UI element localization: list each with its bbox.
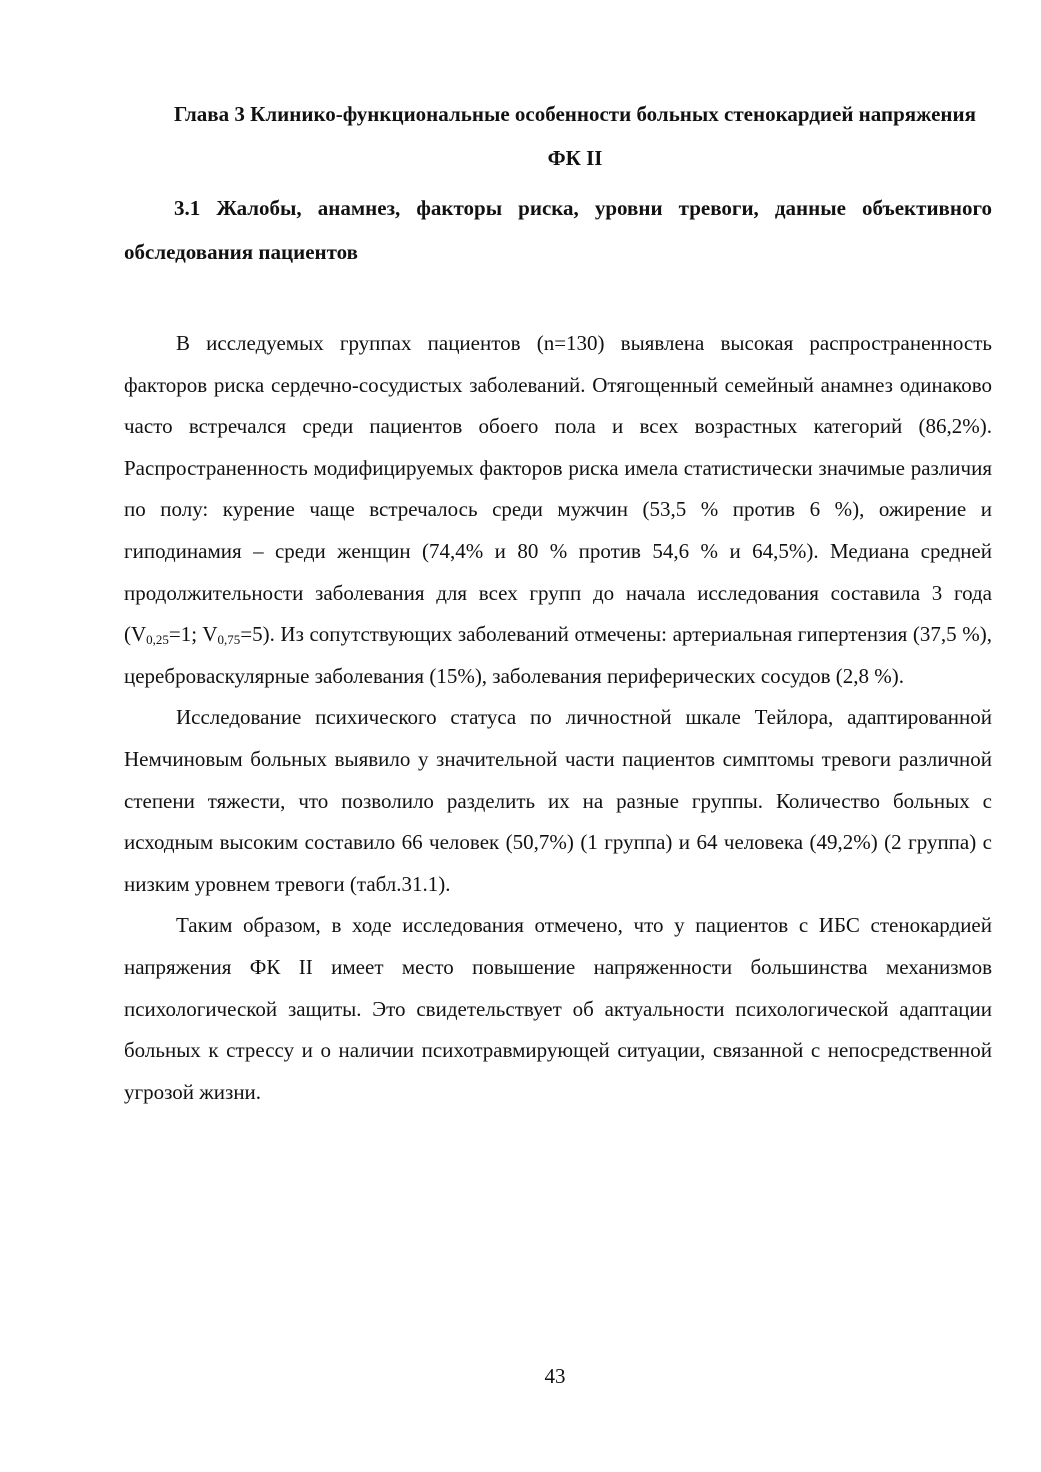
quartile-subscript-lower: 0,25 (146, 632, 169, 648)
paragraph-risk-factors (124, 323, 992, 697)
quartile-subscript-upper: 0,75 (217, 632, 241, 648)
page-number: 43 (544, 1364, 566, 1388)
paragraph-risk-factors-text-c: =5). Из сопутствующих заболеваний отмечены: артериальная гипертензия (37,5 %), церебровaскулярные заболевания (15%), заболевания периферических сосудов (2,8 %). (124, 622, 992, 688)
document-page (124, 92, 992, 1113)
paragraph-risk-factors-text-b: =1; V (168, 622, 218, 647)
paragraph-anxiety-status: Исследование психического статуса по личностной шкале Тейлора, адаптированной Немчиновым больных выявило у значительной части пациентов симптомы тревоги различной степени тяжести, что позволило разделить их на разные группы. Количество больных с исходным высоким составило 66 человек (50,7%) (1 группа) и 64 человека (49,2%) (2 группа) с низким уровнем тревоги (табл.31.1). (124, 705, 992, 896)
paragraph-risk-factors-text-a: В исследуемых группах пациентов (n=130) выявлена высокая распространенность факторов риска сердечно-сосудистых заболеваний. Отягощенный семейный анамнез одинаково часто встречался среди пациентов обоего пола и всех возрастных категорий (86,2%). Распространенность модифицируемых факторов риска имела статистически значимые различия по полу: курение чаще встречалось среди мужчин (53,5 % против 6 %), ожирение и гиподинамия – среди женщин (74,4% и 80 % против 54,6 % и 64,5%). Медиана средней продолжительности заболевания для всех групп до начала исследования составила 3 года (V (124, 331, 992, 647)
section-title: 3.1 Жалобы, анамнез, факторы риска, уровни тревоги, данные объективного обследования пациентов (124, 196, 992, 264)
chapter-title: Глава 3 Клинико-функциональные особенности больных стенокардией напряжения ФК II (174, 102, 976, 170)
paragraph-conclusion: Таким образом, в ходе исследования отмечено, что у пациентов с ИБС стенокардией напряжения ФК II имеет место повышение напряженности большинства механизмов психологической защиты. Это свидетельствует об актуальности психологической адаптации больных к стрессу и о наличии психотравмирующей ситуации, связанной с непосредственной угрозой жизни. (124, 913, 992, 1104)
